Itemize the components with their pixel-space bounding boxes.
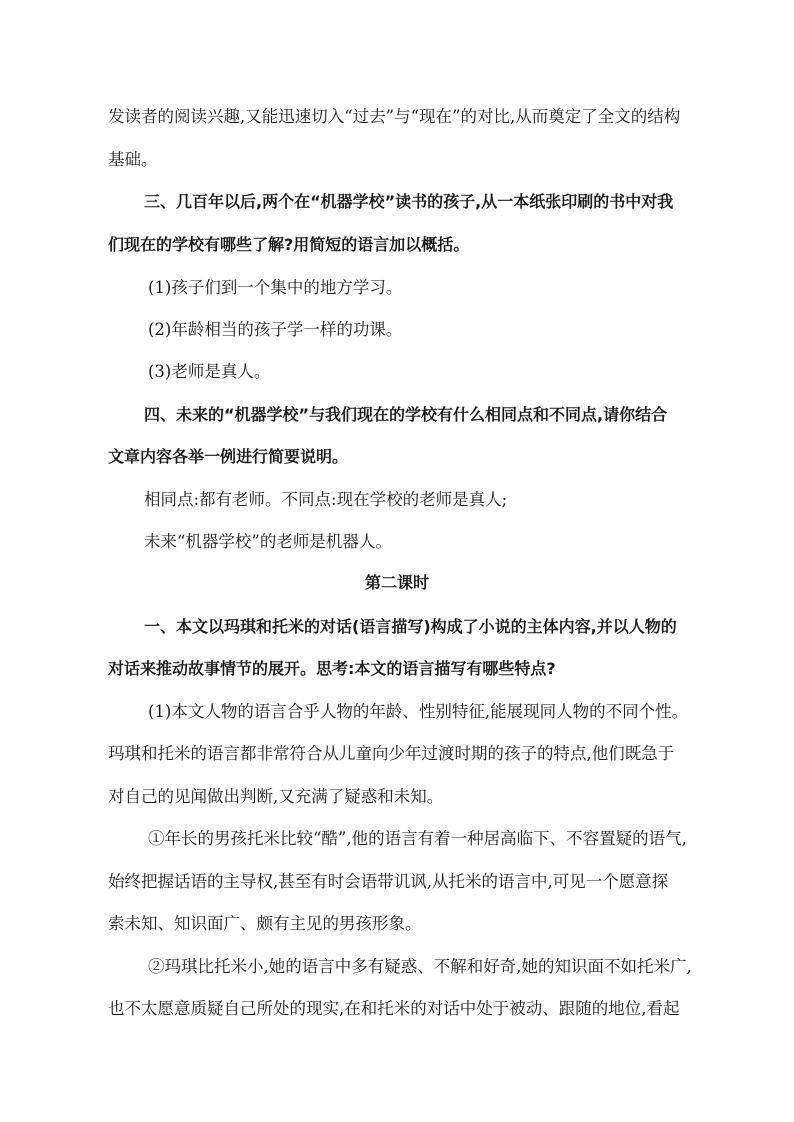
text-line: 基础。 (108, 150, 158, 169)
question-heading: 文章内容各举一例进行简要说明。 (108, 447, 349, 466)
text-line: 发读者的阅读兴趣,又能迅速切入“过去”与“现在”的对比,从而奠定了全文的结构 (108, 107, 681, 126)
answer-line: (3)老师是真人。 (148, 362, 271, 381)
answer-line: ②玛琪比托米小,她的语言中多有疑惑、不解和好奇,她的知识面不如托米广, (148, 957, 692, 976)
answer-line: 始终把握话语的主导权,甚至有时会语带讥讽,从托米的语言中,可见一个愿意探 (108, 872, 669, 891)
answer-line: 未来“机器学校”的老师是机器人。 (144, 532, 392, 551)
question-heading: 三、几百年以后,两个在“机器学校”读书的孩子,从一本纸张印刷的书中对我 (144, 192, 674, 211)
question-heading: 四、未来的“机器学校”与我们现在的学校有什么相同点和不同点,请你结合 (144, 405, 668, 424)
answer-line: 索未知、知识面广、颇有主见的男孩形象。 (108, 914, 422, 933)
answer-line: ①年长的男孩托米比较“酷”,他的语言有着一种居高临下、不容置疑的语气, (148, 829, 687, 848)
question-heading: 们现在的学校有哪些了解?用简短的语言加以概括。 (108, 235, 470, 254)
answer-line: 玛琪和托米的语言都非常符合从儿童向少年过渡时期的孩子的特点,他们既急于 (108, 744, 675, 763)
question-heading: 对话来推动故事情节的展开。思考:本文的语言描写有哪些特点? (108, 659, 556, 678)
answer-line: 也不太愿意质疑自己所处的现实,在和托米的对话中处于被动、跟随的地位,看起 (108, 999, 680, 1018)
answer-line: 对自己的见闻做出判断,又充满了疑惑和未知。 (108, 787, 444, 806)
answer-line: (1)本文人物的语言合乎人物的年龄、性别特征,能展现同人物的不同个性。 (148, 702, 689, 721)
question-heading: 一、本文以玛琪和托米的对话(语言描写)构成了小说的主体内容,并以人物的 (144, 617, 677, 636)
answer-line: (2)年龄相当的孩子学一样的功课。 (148, 320, 403, 339)
answer-line: 相同点:都有老师。不同点:现在学校的老师是真人; (144, 490, 508, 509)
answer-line: (1)孩子们到一个集中的地方学习。 (148, 278, 403, 297)
section-title: 第二课时 (364, 573, 429, 592)
